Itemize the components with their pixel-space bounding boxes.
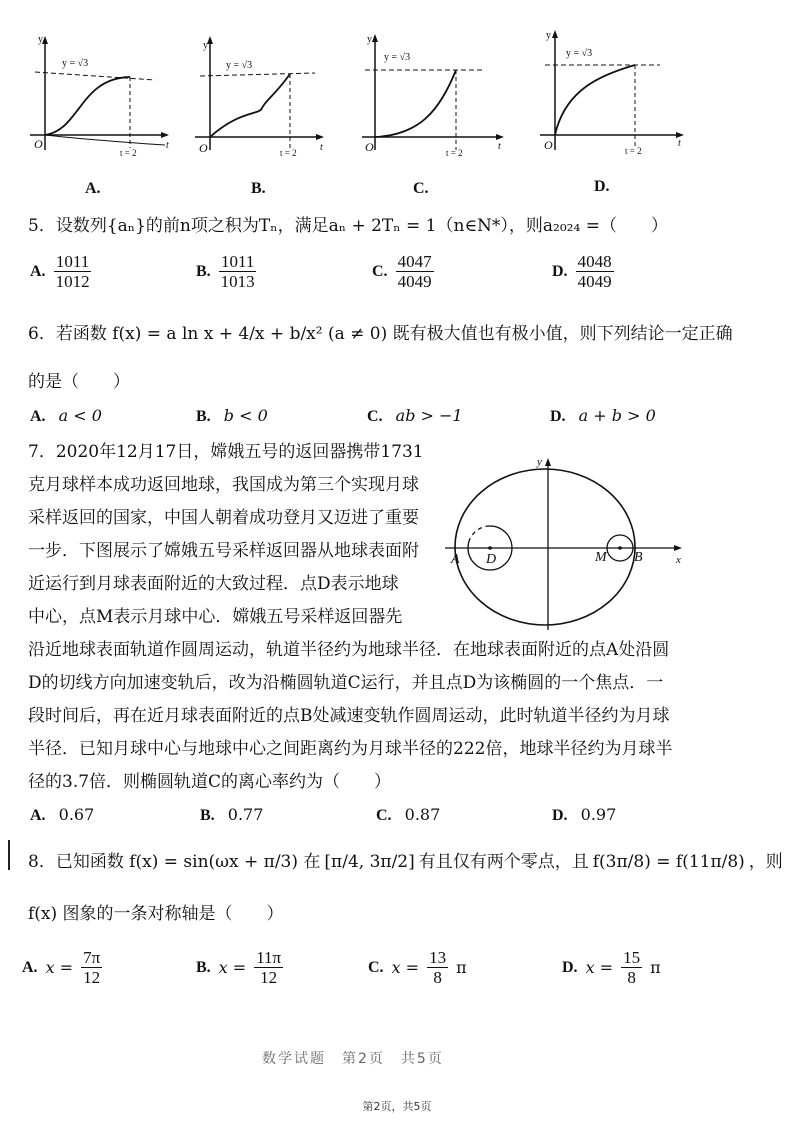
q8-option-d	[562, 948, 661, 987]
graph-b-label: B.	[251, 180, 266, 197]
option-label: B.	[196, 408, 211, 425]
graph-b-t-mark: t = 2	[280, 148, 297, 158]
graph-b-t-label: t	[320, 142, 323, 153]
graph-a	[30, 36, 169, 150]
page-footer: 第2页，共5页	[362, 1100, 432, 1113]
option-text: ab > −1	[395, 406, 463, 425]
option-text: a + b > 0	[578, 406, 656, 425]
q6-option-d	[550, 406, 656, 426]
graph-c-origin: O	[365, 140, 374, 154]
q7-line: 中心，点M表示月球中心．嫦娥五号采样返回器先	[28, 607, 403, 627]
option-label: C.	[368, 958, 384, 976]
option-text: a < 0	[58, 406, 102, 425]
q6-stem-line2: 的是（ ）	[28, 372, 130, 392]
option-text: 0.67	[58, 805, 95, 824]
q8-option-c	[368, 948, 467, 987]
graph-a-origin: O	[34, 137, 43, 151]
graph-b-origin: O	[199, 141, 208, 155]
option-label: A.	[30, 262, 46, 280]
fraction: $\frac{1011}{1012}$	[55, 252, 90, 291]
option-label: C.	[367, 408, 383, 425]
graph-b	[195, 36, 324, 150]
graph-d	[540, 30, 684, 150]
option-lhs: x =	[45, 958, 74, 977]
q7-fig-point-m: M	[595, 550, 607, 565]
q8-option-a	[22, 948, 110, 987]
q8-prefix: 8．已知函数 f(x) = sin(ωx + π/3) 在	[28, 852, 321, 872]
q8-equation: f(3π/8) = f(11π/8)	[592, 852, 745, 872]
q5-option-b	[196, 252, 257, 291]
q7-fig-y-label: y	[537, 456, 542, 468]
option-label: A.	[30, 807, 46, 824]
margin-mark	[8, 840, 10, 870]
q7-stem-full	[28, 634, 768, 799]
q8-suffix: ，则	[748, 852, 783, 872]
q8-option-b	[196, 948, 291, 987]
q8-stem-line2: f(x) 图象的一条对称轴是（ ）	[28, 904, 284, 924]
option-lhs: x =	[391, 958, 420, 977]
fraction: $\frac{13}{8}$	[429, 948, 447, 987]
graph-a-t-label: t	[166, 140, 169, 151]
q5-option-c	[372, 252, 434, 291]
fraction: $\frac{4047}{4049}$	[397, 252, 432, 291]
option-label: D.	[562, 958, 578, 976]
q7-orbit-figure	[440, 450, 690, 640]
q6-option-a	[30, 406, 102, 426]
option-label: C.	[372, 262, 388, 280]
q7-line: 段时间后，再在近月球表面附近的点B处减速变轨作圆周运动，此时轨道半径约为月球	[28, 706, 670, 726]
q5-stem: 5．设数列{aₙ}的前n项之积为Tₙ，满足aₙ + 2Tₙ = 1（n∈N*），则a₂₀₂₄ =（ ）	[28, 216, 668, 236]
q6-option-b	[196, 406, 268, 426]
q7-line: 径的3.7倍．则椭圆轨道C的离心率约为（ ）	[28, 772, 392, 792]
option-label: D.	[552, 262, 568, 280]
option-lhs: x =	[218, 958, 247, 977]
option-label: D.	[550, 408, 566, 425]
option-text: 0.97	[580, 805, 617, 824]
option-label: A.	[30, 408, 46, 425]
q5-option-d	[552, 252, 614, 291]
option-text: 0.77	[227, 805, 264, 824]
graph-c-curve-note: y = √3	[384, 52, 411, 63]
fraction: $\frac{4048}{4049}$	[577, 252, 612, 291]
q7-line: 一步．下图展示了嫦娥五号采样返回器从地球表面附	[28, 541, 419, 561]
graph-c-label: C.	[413, 180, 429, 197]
graph-c-t-label: t	[498, 141, 501, 152]
q7-line: D的切线方向加速变轨后，改为沿椭圆轨道C运行，并且点D为该椭圆的一个焦点．一	[28, 673, 664, 693]
graph-c-y-label: y	[367, 34, 372, 45]
graph-c-t-mark: t = 2	[446, 148, 463, 158]
graph-a-y-label: y	[38, 34, 43, 45]
graph-d-t-mark: t = 2	[625, 146, 642, 156]
graph-d-label: D.	[594, 178, 610, 195]
q7-option-c	[376, 805, 440, 825]
q7-option-d	[552, 805, 616, 825]
option-lhs: x =	[585, 958, 614, 977]
bottom-heading: 数学试题 第2页 共5页	[262, 1051, 444, 1067]
graph-d-origin: O	[544, 138, 553, 152]
q7-fig-point-b: B	[634, 550, 643, 565]
q7-fig-x-label: x	[676, 554, 681, 566]
q8-stem-line1	[28, 852, 783, 872]
graph-a-label: A.	[85, 180, 101, 197]
q7-line: 沿近地球表面轨道作圆周运动，轨道半径约为地球半径．在地球表面附近的点A处沿圆	[28, 640, 670, 660]
q4-graphs	[0, 0, 794, 200]
option-label: B.	[196, 958, 211, 976]
option-label: C.	[376, 807, 392, 824]
option-label: A.	[22, 958, 38, 976]
fraction: $\frac{1011}{1013}$	[220, 252, 255, 291]
option-tail: π	[456, 958, 467, 977]
graph-b-y-label: y	[203, 40, 208, 51]
q7-line: 近运行到月球表面附近的大致过程．点D表示地球	[28, 574, 399, 594]
graph-b-curve-note: y = √3	[226, 60, 253, 71]
graph-d-curve-note: y = √3	[566, 48, 593, 59]
q7-stem-left	[28, 436, 428, 634]
q8-middle: 有且仅有两个零点，且	[418, 852, 589, 872]
q5-option-a	[30, 252, 92, 291]
graph-a-t-mark: t = 2	[120, 148, 137, 158]
q7-fig-point-d: D	[486, 552, 497, 567]
q6-stem-line1: 6．若函数 f(x) = a ln x + 4/x + b/x² (a ≠ 0) 既有极大值也有极小值，则下列结论一定正确	[28, 324, 733, 344]
graph-d-t-label: t	[678, 138, 681, 149]
orbit-ellipse-c	[455, 469, 635, 625]
option-label: D.	[552, 807, 568, 824]
fraction: $\frac{15}{8}$	[623, 948, 641, 987]
option-text: 0.87	[404, 805, 441, 824]
option-tail: π	[650, 958, 661, 977]
q7-option-a	[30, 805, 94, 825]
option-text: b < 0	[223, 406, 268, 425]
q6-option-c	[367, 406, 463, 426]
fraction: $\frac{11\pi}{12}$	[256, 948, 282, 987]
q7-line: 克月球样本成功返回地球，我国成为第三个实现月球	[28, 475, 419, 495]
q7-line: 7．2020年12月17日，嫦娥五号的返回器携带1731	[28, 442, 424, 462]
graph-a-curve-note: y = √3	[62, 58, 89, 69]
q8-interval: [π/4, 3π/2]	[324, 852, 415, 872]
q7-option-b	[200, 805, 263, 825]
q7-fig-point-a: A	[451, 552, 460, 567]
fraction: $\frac{7\pi}{12}$	[83, 948, 101, 987]
option-label: B.	[200, 807, 215, 824]
option-label: B.	[196, 262, 211, 280]
q7-line: 采样返回的国家，中国人朝着成功登月又迈进了重要	[28, 508, 419, 528]
q7-line: 半径．已知月球中心与地球中心之间距离约为月球半径的222倍，地球半径约为月球半	[28, 739, 673, 759]
graph-d-y-label: y	[546, 30, 551, 41]
